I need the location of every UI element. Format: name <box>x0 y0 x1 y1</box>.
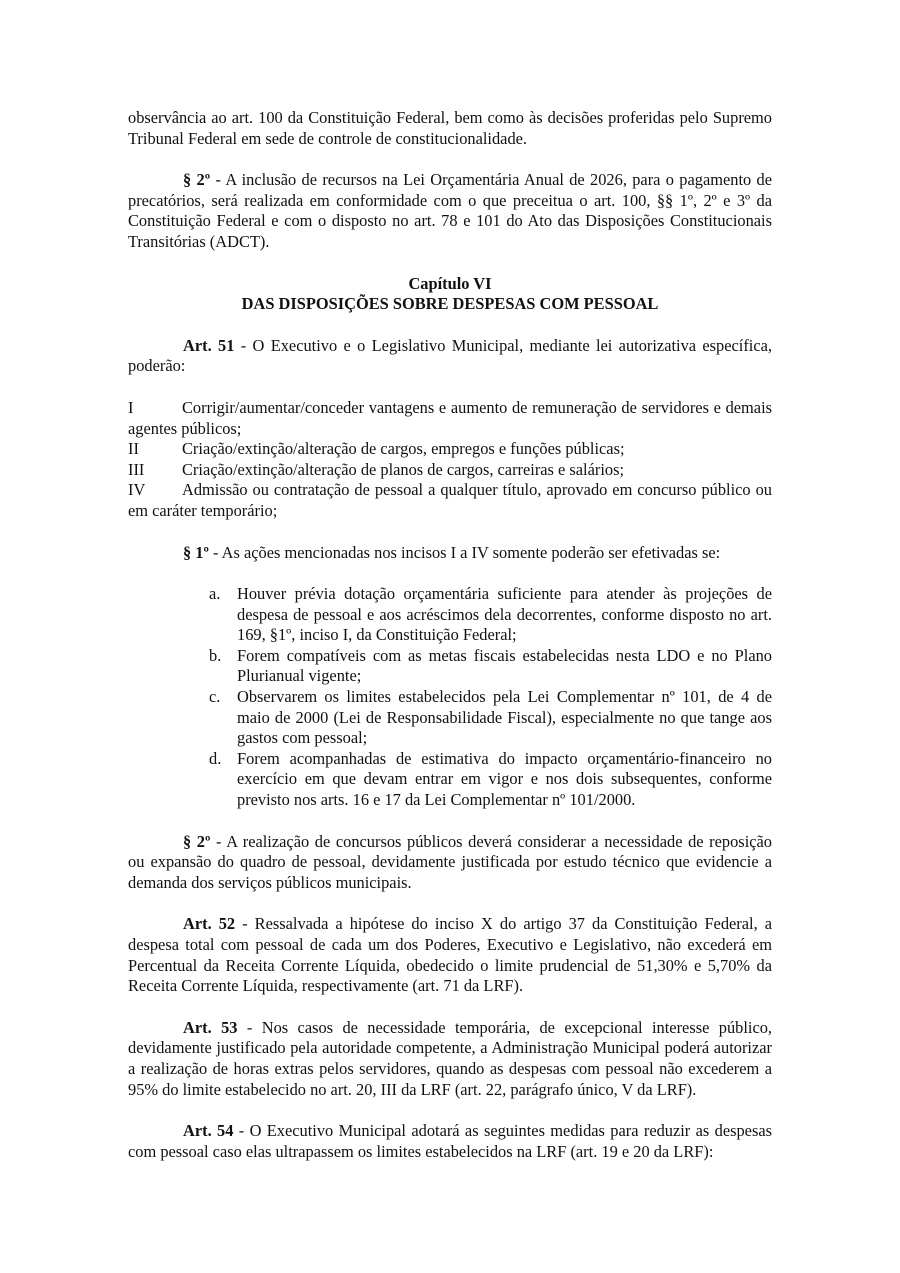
article-51-paragraph-2 <box>128 832 772 894</box>
article-text: - O Executivo e o Legislativo Municipal, mediante lei autorizativa específica, poderão: <box>128 335 772 376</box>
inciso-text: Corrigir/aumentar/conceder vantagens e aumento de remuneração de servidores e demais agentes públicos; <box>128 397 772 438</box>
condition-letter: d. <box>209 748 222 768</box>
list-item <box>128 480 772 521</box>
paragraph-label: § 1º <box>183 542 209 562</box>
document-page <box>128 108 772 1162</box>
inciso-number: II <box>128 439 139 459</box>
condition-list <box>128 584 772 811</box>
condition-text: Observarem os limites estabelecidos pela Lei Complementar nº 101, de 4 de maio de 2000 (Lei de Responsabilidade Fiscal), especialmente no que tange aos gastos com pessoal; <box>237 687 772 748</box>
list-item <box>128 646 772 687</box>
article-text: - Nos casos de necessidade temporária, de excepcional interesse público, devidamente justificado pela autoridade competente, a Administração Municipal poderá autorizar a realização de horas extras pelos servidores, quando as despesas com pessoal não excederem a 95% do limite estabelecido no art. 20, III da LRF (art. 22, parágrafo único, V da LRF). <box>128 1017 773 1099</box>
list-item <box>128 439 772 460</box>
list-item <box>128 460 772 481</box>
inciso-text: Admissão ou contratação de pessoal a qualquer título, aprovado em concurso público ou em caráter temporário; <box>128 480 772 520</box>
paragraph-text: - A inclusão de recursos na Lei Orçamentária Anual de 2026, para o pagamento de precatórios, será realizada em conformidade com o que preceitua o art. 100, §§ 1º, 2º e 3º da Constituição Federal e com o disposto no art. 78 e 101 do Ato das Disposições Constitucionais Transitórias (ADCT). <box>128 170 772 251</box>
article-label: Art. 51 <box>183 335 235 355</box>
article-label: Art. 52 <box>183 914 236 934</box>
inciso-text: Criação/extinção/alteração de cargos, empregos e funções públicas; <box>182 439 625 459</box>
article-51-paragraph-1 <box>128 543 772 564</box>
list-item <box>128 749 772 811</box>
list-item <box>128 584 772 646</box>
paragraph-text: - A realização de concursos públicos deverá considerar a necessidade de reposição ou expansão do quadro de pessoal, devidamente justificada por estudo técnico que evidencie a demanda dos serviços públicos municipais. <box>128 831 772 892</box>
article-51 <box>128 336 772 377</box>
chapter-title: DAS DISPOSIÇÕES SOBRE DESPESAS COM PESSOAL <box>241 294 659 314</box>
inciso-number: III <box>128 459 145 479</box>
condition-text: Houver prévia dotação orçamentária suficiente para atender às projeções de despesa de pessoal e aos acréscimos dela decorrentes, conforme disposto no art. 169, §1º, inciso I, da Constituição Federal; <box>237 584 772 645</box>
article-label: Art. 54 <box>183 1121 234 1141</box>
article-text: - Ressalvada a hipótese do inciso X do artigo 37 da Constituição Federal, a despesa total com pessoal de cada um dos Poderes, Executivo e Legislativo, não excederá em Percentual da Receita Corrente Líquida, obedecido o limite prudencial de 51,30% e 5,70% da Receita Corrente Líquida, respectivamente (art. 71 da LRF). <box>128 914 773 996</box>
article-54 <box>128 1121 772 1162</box>
condition-letter: c. <box>209 687 221 707</box>
chapter-heading <box>128 274 772 315</box>
article-label: Art. 53 <box>183 1017 238 1037</box>
article-52 <box>128 914 772 996</box>
chapter-number: Capítulo VI <box>408 273 492 293</box>
inciso-number: IV <box>128 480 146 500</box>
inciso-text: Criação/extinção/alteração de planos de cargos, carreiras e salários; <box>182 459 625 479</box>
list-item <box>128 687 772 749</box>
paragraph-text: - As ações mencionadas nos incisos I a IV somente poderão ser efetivadas se: <box>208 542 721 562</box>
continuation-paragraph: observância ao art. 100 da Constituição Federal, bem como às decisões proferidas pelo Supremo Tribunal Federal em sede de controle de constitucionalidade. <box>128 108 772 148</box>
condition-letter: a. <box>209 584 221 604</box>
article-text: - O Executivo Municipal adotará as seguintes medidas para reduzir as despesas com pessoal caso elas ultrapassem os limites estabelecidos na LRF (art. 19 e 20 da LRF): <box>128 1121 772 1161</box>
paragraph-label: § 2º <box>183 170 211 190</box>
paragraph-2-precatorios <box>128 170 772 252</box>
condition-text: Forem compatíveis com as metas fiscais estabelecidas nesta LDO e no Plano Plurianual vigente; <box>237 645 772 686</box>
inciso-list <box>128 398 772 522</box>
paragraph-label: § 2º <box>183 831 211 851</box>
condition-text: Forem acompanhadas de estimativa do impacto orçamentário-financeiro no exercício em que devam entrar em vigor e nos dois subsequentes, conforme previsto nos arts. 16 e 17 da Lei Complementar nº 101/2000. <box>237 748 772 810</box>
article-53 <box>128 1018 772 1100</box>
inciso-number: I <box>128 397 134 417</box>
list-item <box>128 398 772 439</box>
condition-letter: b. <box>209 645 222 665</box>
